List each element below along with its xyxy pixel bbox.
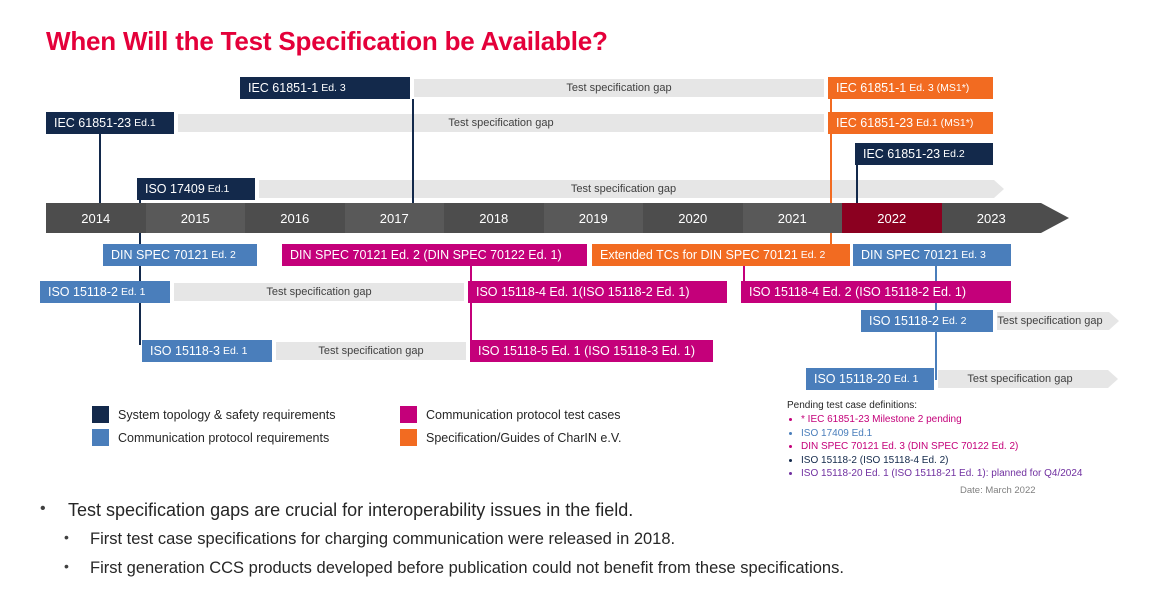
iso-15118-2-ed2 <box>861 310 993 332</box>
iso-15118-3-ed1-edition: Ed. 1 <box>222 345 248 357</box>
iso-15118-2-ed1-label: ISO 15118-2 <box>48 285 118 299</box>
iec-61851-1-ed3-edition: Ed. 3 <box>321 82 346 94</box>
legend-charin-spec-swatch <box>400 429 417 446</box>
legend-comm-protocol-test-cases <box>400 406 621 423</box>
gap-iec-61851-23 <box>178 114 824 132</box>
bullet-row <box>40 557 1120 580</box>
iec-61851-23-ed2 <box>855 143 993 165</box>
gap-iso-15118-2-ed2-arrow <box>1109 312 1119 330</box>
bullet-marker-icon: • <box>40 500 46 517</box>
din-spec-70121-ed2-a-edition: Ed. 2 <box>211 249 236 261</box>
gap-iso-15118-20-arrow <box>1108 370 1118 388</box>
iec-61851-23-ed1-ms1-label: IEC 61851-23 <box>836 116 914 130</box>
gap-iso-15118-2-ed2 <box>997 312 1109 330</box>
iec-61851-1-ed3-label: IEC 61851-1 <box>248 81 319 95</box>
iso-15118-2-ed1 <box>40 281 170 303</box>
iso-15118-20-ed1-edition: Ed. 1 <box>893 373 919 385</box>
gap-iso-17409 <box>259 180 994 198</box>
pending-item: • ISO 15118-20 Ed. 1 (ISO 15118-21 Ed. 1): planned for Q4/2024 <box>801 468 1087 481</box>
bullet-marker-icon: • <box>64 558 69 575</box>
axis-year-2019: 2019 <box>544 203 644 233</box>
page-title: When Will the Test Specification be Available? <box>46 26 608 56</box>
axis-year-2017: 2017 <box>345 203 445 233</box>
bullet-row <box>40 498 1120 522</box>
extended-tcs-din-spec-70121-ed2-edition: Ed. 2 <box>800 249 826 261</box>
din-spec-70121-ed2-a-label: DIN SPEC 70121 <box>111 248 209 262</box>
pending-test-case-definitions <box>787 400 1087 482</box>
pending-item: • ISO 17409 Ed.1 <box>801 428 1087 441</box>
legend-charin-spec-label: Specification/Guides of CharIN e.V. <box>426 430 622 445</box>
legend-comm-protocol-test-cases-swatch <box>400 406 417 423</box>
bullet-list <box>40 498 1120 586</box>
gap-iso-15118-20 <box>938 370 1108 388</box>
legend-comm-protocol-req <box>92 429 329 446</box>
bullet-row <box>40 528 1120 551</box>
legend-comm-protocol-req-swatch <box>92 429 109 446</box>
extended-tcs-din-spec-70121-ed2 <box>592 244 850 266</box>
bullet-text: Test specification gaps are crucial for interoperability issues in the field. <box>68 500 634 520</box>
axis-year-2022: 2022 <box>842 203 942 233</box>
gap-iec-61851-1 <box>414 79 824 97</box>
gap-iso-17409-label: Test specification gap <box>570 183 677 195</box>
gap-iso-15118-2-ed1 <box>174 283 464 301</box>
iec-61851-23-ed1 <box>46 112 174 134</box>
axis-year-2023: 2023 <box>942 203 1042 233</box>
iso-15118-5-ed1 <box>470 340 713 362</box>
legend-system-topology <box>92 406 335 423</box>
iso-17409-ed1-label: ISO 17409 <box>145 182 205 196</box>
iec-61851-23-ed1-ms1 <box>828 112 993 134</box>
bullet-text: First generation CCS products developed before publication could not benefit from these specifications. <box>90 559 844 578</box>
gap-iec-61851-1-label: Test specification gap <box>566 82 672 94</box>
iso-15118-5-ed1-label: ISO 15118-5 Ed. 1 (ISO 15118-3 Ed. 1) <box>478 344 696 358</box>
iso-15118-4-ed1-label: ISO 15118-4 Ed. 1(ISO 15118-2 Ed. 1) <box>476 285 690 299</box>
gap-iso-15118-20-label: Test specification gap <box>967 373 1073 385</box>
legend-comm-protocol-req-label: Communication protocol requirements <box>118 430 330 445</box>
pending-list <box>787 414 1087 481</box>
din-spec-70121-ed2-70122-ed1-label: DIN SPEC 70121 Ed. 2 (DIN SPEC 70122 Ed. 1) <box>290 248 562 262</box>
gap-iso-15118-2-ed1-label: Test specification gap <box>266 286 372 298</box>
din-spec-70121-ed3-label: DIN SPEC 70121 <box>861 248 959 262</box>
connector-iec-61851-23-ed1 <box>99 134 101 206</box>
legend-comm-protocol-test-cases-label: Communication protocol test cases <box>426 407 621 422</box>
iso-15118-3-ed1 <box>142 340 272 362</box>
bullet-marker-icon: • <box>64 529 69 546</box>
iso-17409-ed1-edition: Ed.1 <box>207 183 230 195</box>
legend-charin-spec <box>400 429 621 446</box>
axis-year-2018: 2018 <box>444 203 544 233</box>
iec-61851-23-ed1-label: IEC 61851-23 <box>54 116 132 130</box>
gap-iso-15118-3 <box>276 342 466 360</box>
gap-iso-15118-3-label: Test specification gap <box>318 345 424 357</box>
axis-year-2014: 2014 <box>46 203 146 233</box>
iec-61851-1-ed3-ms1-edition: Ed. 3 (MS1*) <box>909 82 970 94</box>
axis-year-2020: 2020 <box>643 203 743 233</box>
iec-61851-1-ed3 <box>240 77 410 99</box>
axis-arrow-head <box>1041 203 1069 233</box>
pending-item: • DIN SPEC 70121 Ed. 3 (DIN SPEC 70122 Ed. 2) <box>801 441 1087 454</box>
gap-iso-17409-arrow <box>994 180 1004 198</box>
iso-15118-20-ed1-label: ISO 15118-20 <box>814 372 891 386</box>
din-spec-70121-ed3 <box>853 244 1011 266</box>
axis-year-2021: 2021 <box>743 203 843 233</box>
iso-15118-4-ed2 <box>741 281 1011 303</box>
iso-15118-2-ed1-edition: Ed. 1 <box>120 286 146 298</box>
extended-tcs-din-spec-70121-ed2-label: Extended TCs for DIN SPEC 70121 <box>600 248 798 262</box>
legend-system-topology-swatch <box>92 406 109 423</box>
iso-17409-ed1 <box>137 178 255 200</box>
iec-61851-23-ed1-edition: Ed.1 <box>134 117 156 129</box>
pending-heading: Pending test case definitions: <box>787 400 918 411</box>
date-stamp: Date: March 2022 <box>960 485 1036 496</box>
iso-15118-3-ed1-label: ISO 15118-3 <box>150 344 220 358</box>
axis-year-2015: 2015 <box>146 203 246 233</box>
pending-item: • ISO 15118-2 (ISO 15118-4 Ed. 2) <box>801 455 1087 468</box>
iso-15118-2-ed2-label: ISO 15118-2 <box>869 314 939 328</box>
iec-61851-1-ed3-ms1 <box>828 77 993 99</box>
din-spec-70121-ed2-a <box>103 244 257 266</box>
iso-15118-20-ed1 <box>806 368 934 390</box>
axis-year-2016: 2016 <box>245 203 345 233</box>
connector-iso-15118-4-ed1 <box>470 255 472 352</box>
gap-iec-61851-23-label: Test specification gap <box>448 117 554 129</box>
timeline-axis <box>46 203 1109 233</box>
connector-iec-61851-1-ed3 <box>412 99 414 206</box>
iso-15118-4-ed1 <box>468 281 727 303</box>
din-spec-70121-ed3-edition: Ed. 3 <box>961 249 986 261</box>
iec-61851-1-ed3-ms1-label: IEC 61851-1 <box>836 81 907 95</box>
iso-15118-2-ed2-edition: Ed. 2 <box>941 315 967 327</box>
connector-iec-61851-23-ed2 <box>856 165 858 206</box>
din-spec-70121-ed2-70122-ed1 <box>282 244 587 266</box>
iso-15118-4-ed2-label: ISO 15118-4 Ed. 2 (ISO 15118-2 Ed. 1) <box>749 285 967 299</box>
pending-item: • * IEC 61851-23 Milestone 2 pending <box>801 414 1087 427</box>
iec-61851-23-ed2-label: IEC 61851-23 <box>863 147 941 161</box>
gap-iso-15118-2-ed2-label: Test specification gap <box>997 315 1103 327</box>
bullet-text: First test case specifications for charging communication were released in 2018. <box>90 530 676 549</box>
iec-61851-23-ed1-ms1-edition: Ed.1 (MS1*) <box>916 117 974 129</box>
iec-61851-23-ed2-edition: Ed.2 <box>943 148 965 160</box>
legend-system-topology-label: System topology & safety requirements <box>118 407 336 422</box>
